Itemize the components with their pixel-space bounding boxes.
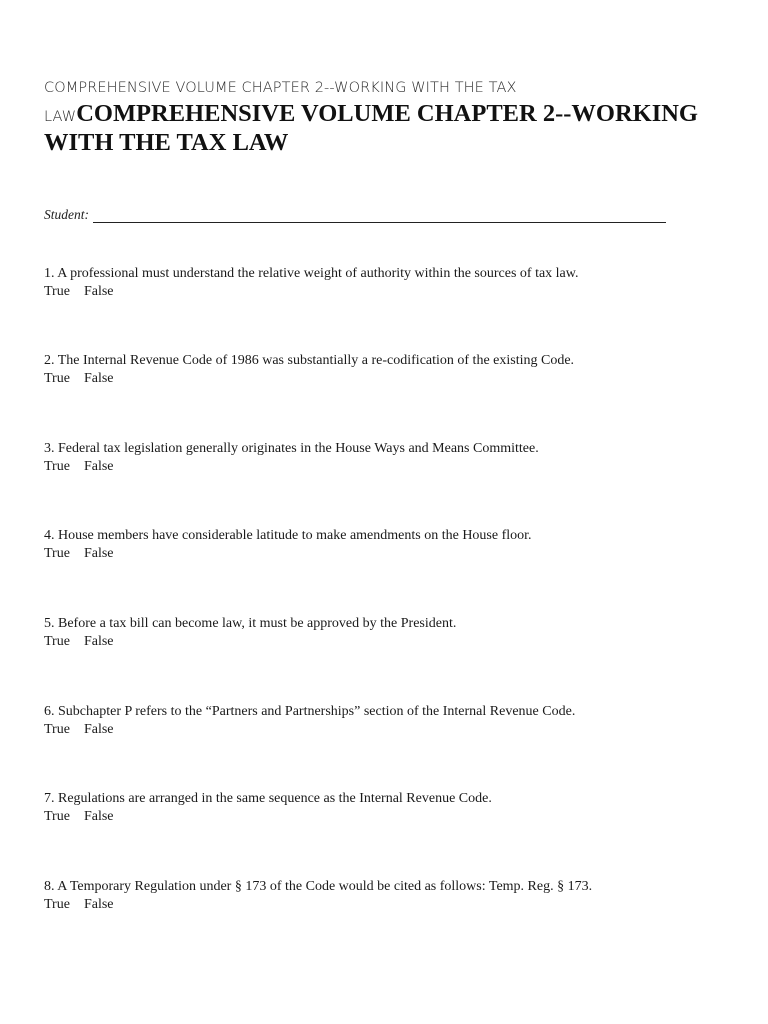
question-text: 7. Regulations are arranged in the same sequence as the Internal Revenue Code. bbox=[44, 791, 492, 806]
student-name-line[interactable] bbox=[93, 208, 666, 223]
false-option[interactable]: False bbox=[83, 634, 114, 649]
question-item bbox=[44, 878, 724, 914]
student-field bbox=[44, 207, 666, 223]
answer-options bbox=[44, 458, 724, 476]
answer-options bbox=[44, 283, 724, 301]
question-text: 8. A Temporary Regulation under § 173 of the Code would be cited as follows: Temp. Reg. § 173. bbox=[44, 879, 593, 894]
answer-options bbox=[44, 545, 724, 563]
false-option[interactable]: False bbox=[83, 722, 114, 737]
question-item bbox=[44, 527, 724, 563]
question-text: 6. Subchapter P refers to the “Partners and Partnerships” section of the Internal Revenue Code. bbox=[44, 704, 576, 719]
answer-options bbox=[44, 633, 724, 651]
true-option[interactable]: True bbox=[44, 459, 70, 474]
true-option[interactable]: True bbox=[44, 371, 70, 386]
true-option[interactable]: True bbox=[44, 546, 70, 561]
question-text: 4. House members have considerable latitude to make amendments on the House floor. bbox=[44, 528, 532, 543]
page-title: COMPREHENSIVE VOLUME CHAPTER 2--WORKING WITH THE TAX LAW bbox=[44, 100, 698, 156]
question-item bbox=[44, 352, 724, 388]
question-text: 3. Federal tax legislation generally originates in the House Ways and Means Committee. bbox=[44, 441, 539, 456]
question-text: 5. Before a tax bill can become law, it must be approved by the President. bbox=[44, 616, 457, 631]
question-item bbox=[44, 790, 724, 826]
true-option[interactable]: True bbox=[44, 897, 70, 912]
student-label: Student: bbox=[44, 207, 89, 222]
true-option[interactable]: True bbox=[44, 809, 70, 824]
true-option[interactable]: True bbox=[44, 284, 70, 299]
false-option[interactable]: False bbox=[83, 897, 114, 912]
false-option[interactable]: False bbox=[83, 284, 114, 299]
question-item bbox=[44, 615, 724, 651]
true-option[interactable]: True bbox=[44, 722, 70, 737]
answer-options bbox=[44, 370, 724, 388]
running-title: COMPREHENSIVE VOLUME CHAPTER 2--WORKING WITH THE TAX LAW bbox=[44, 80, 517, 125]
false-option[interactable]: False bbox=[83, 546, 114, 561]
question-item bbox=[44, 440, 724, 476]
true-option[interactable]: True bbox=[44, 634, 70, 649]
answer-options bbox=[44, 808, 724, 826]
answer-options bbox=[44, 721, 724, 739]
answer-options bbox=[44, 896, 724, 914]
question-text: 1. A professional must understand the relative weight of authority within the sources of tax law. bbox=[44, 266, 579, 281]
false-option[interactable]: False bbox=[83, 371, 114, 386]
false-option[interactable]: False bbox=[83, 459, 114, 474]
document-header bbox=[44, 78, 734, 157]
question-item bbox=[44, 265, 724, 301]
question-text: 2. The Internal Revenue Code of 1986 was substantially a re-codification of the existing Code. bbox=[44, 353, 575, 368]
question-item bbox=[44, 703, 724, 739]
false-option[interactable]: False bbox=[83, 809, 114, 824]
